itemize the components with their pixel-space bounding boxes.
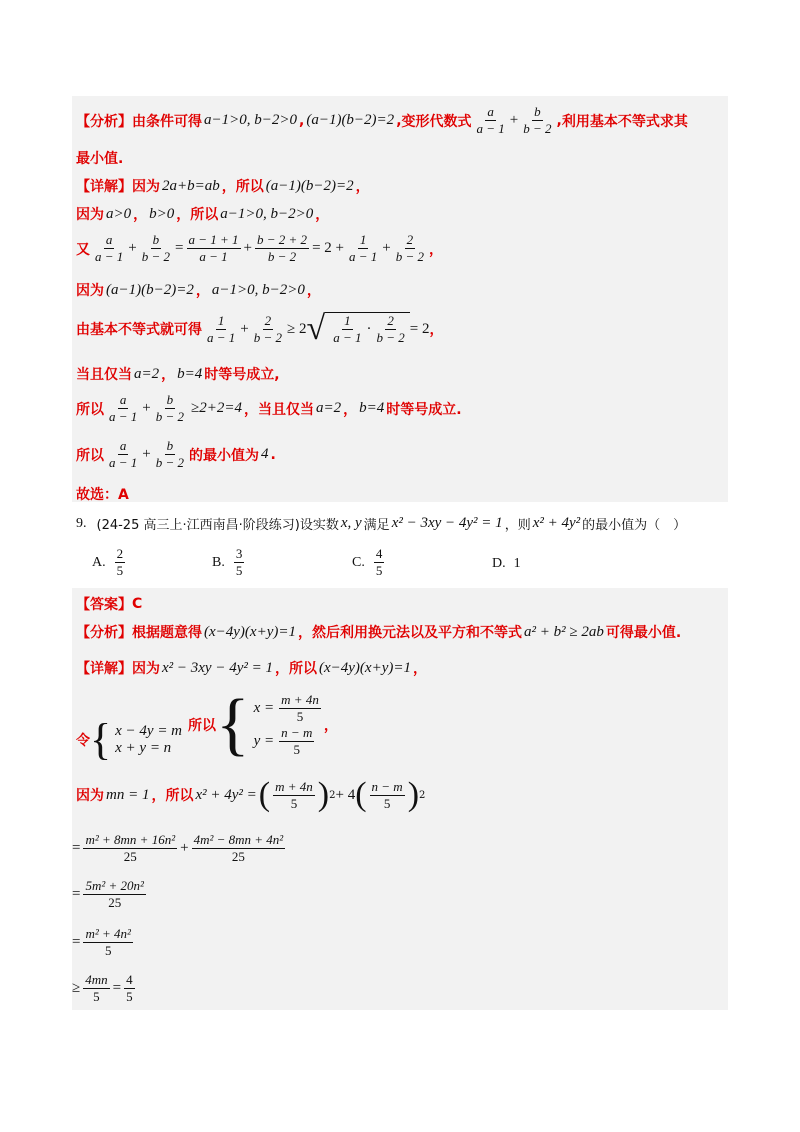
analysis-line: 【分析】 由条件可得 a−1>0, b−2>0 , (a−1)(b−2)=2 , 变形代数式 $\frac{a}{a - 1}$ + $\frac{b}{b - 2}$ , 利用基本不等式求其 — [76, 104, 688, 136]
fraction: $\frac{a}{a - 1}$ — [95, 232, 124, 264]
detail-line-1: 【详解】 因为 2a+b=ab ， 所以 (a−1)(b−2)=2 ， — [76, 177, 370, 195]
fraction: $\frac{\text{4m² − 8mn + 4n²}}{25}$ — [193, 832, 284, 864]
math-inline: b>0 — [149, 205, 175, 222]
math-inline: 4 — [261, 446, 269, 462]
detail-line-5: 由基本不等式就可得 $\frac{1}{a - 1}$ + $\frac{2}{b - 2}$ ≥ 2 √ $\frac{1}{a - 1}$ · $\frac{2}{b - 2}$ = 2 ， — [76, 310, 444, 347]
question-number: 9. — [76, 515, 87, 531]
fraction: $\frac{1}{a - 1}$ — [207, 312, 236, 345]
analysis-text: 然后利用换元法以及平方和不等式 — [311, 625, 522, 641]
question-text: 的最小值为（ ） — [582, 518, 687, 533]
detail-text: 所以 — [188, 718, 217, 734]
math-inline: (a−1)(b−2)=2 — [106, 281, 194, 298]
analysis-label: 【分析】 — [76, 113, 132, 130]
detail-line-3: 又 $\frac{a}{a - 1}$ + $\frac{b}{b - 2}$ = $\frac{a - 1 + 1}{a - 1}$ + $\frac{b - 2 + 2}{b - 2}$ = 2 + $\frac{1}{a - 1}$ + $\frac{2}{b - 2}$ ， — [76, 232, 444, 264]
detail-line-8: 所以 $\frac{a}{a - 1}$ + $\frac{b}{b - 2}$ 的最小值为 4 . — [76, 438, 276, 470]
detail-label: 【详解】 — [76, 179, 132, 195]
math-inline: a=2 — [134, 365, 160, 382]
math-inline: x² − 3xy − 4y² = 1 — [162, 659, 273, 676]
fraction: $\frac{n - m}{5}$ — [371, 778, 403, 811]
analysis-text: 根据题意得 — [132, 625, 202, 641]
fraction: $\frac{b}{b - 2}$ — [155, 392, 185, 424]
analysis-text: 可得最小值. — [605, 625, 682, 641]
detail-text: 又 — [76, 241, 90, 258]
detail-line-1: 【详解】 因为 x² − 3xy − 4y² = 1 ， 所以 (x−4y)(x+y)=1 ， — [76, 659, 427, 677]
detail-text: 所以 — [76, 401, 104, 418]
fraction: $\frac{m + 4n}{5}$ — [275, 778, 313, 811]
fraction: $\frac{4}{5}$ — [375, 546, 383, 578]
fraction: $\frac{\text{5m² + 20n²}}{25}$ — [85, 878, 144, 910]
detail-text: 当且仅当 — [258, 401, 315, 418]
fraction: $\frac{b}{b - 2}$ — [155, 438, 185, 470]
analysis-text: 最小值. — [76, 151, 124, 167]
math-inline: a=2 — [316, 400, 342, 416]
detail-text: 因为 — [76, 788, 104, 804]
option-label: D. — [492, 556, 506, 571]
equation: x + y = n — [115, 740, 172, 756]
math-inline: (a−1)(b−2)=2 — [265, 177, 354, 194]
detail-line-4: 因为 (a−1)(b−2)=2 ， a−1>0, b−2>0 ， — [76, 281, 321, 299]
detail-text: 时等号成立, — [204, 367, 280, 383]
fraction: $\frac{a - 1 + 1}{a - 1}$ — [188, 232, 239, 264]
answer-value: C — [132, 596, 143, 612]
option-label: B. — [212, 554, 225, 570]
fraction: $\frac{4mn}{5}$ — [85, 972, 108, 1004]
choose-answer: 故选：A — [76, 487, 129, 503]
fraction: $\frac{4}{5}$ — [126, 972, 133, 1004]
math-inline: mn = 1 — [106, 786, 150, 803]
math-inline: b=4 — [177, 365, 203, 382]
fraction: $\frac{\text{m² + 4n²}}{5}$ — [85, 926, 131, 958]
solution-system — [252, 692, 324, 758]
fraction: $\frac{2}{b - 2}$ — [376, 313, 405, 345]
detail-text: 因为 — [76, 207, 104, 223]
analysis-text: 利用基本不等式求其 — [561, 113, 688, 130]
detail-text: 所以 — [190, 207, 219, 223]
equation-system — [113, 723, 184, 757]
math-inline: (x−4y)(x+y)=1 — [204, 623, 296, 640]
detail-line-2: 令 { x − 4y = m x + y = n 所以 { x = $\frac{m + 4n}{5}$ y = $\frac{n - m}{5}$ ， — [76, 686, 338, 764]
math-inline: a−1>0, b−2>0 — [211, 281, 305, 298]
option-c[interactable] — [352, 546, 387, 579]
math-inline: (a−1)(b−2)=2 — [306, 112, 395, 128]
option-a[interactable] — [92, 546, 128, 579]
math-inline: (x−4y)(x+y)=1 — [319, 659, 411, 676]
detail-text: 因为 — [132, 661, 160, 677]
choose-line — [76, 484, 129, 504]
detail-text: 令 — [76, 733, 90, 749]
fraction: $\frac{a}{a - 1}$ — [109, 392, 138, 424]
math-inline: ≥2+2=4 — [191, 400, 243, 416]
fraction: $\frac{m + 4n}{5}$ — [281, 692, 319, 724]
detail-label: 【详解】 — [76, 661, 132, 677]
equation: y = — [253, 733, 275, 749]
expand-line-4: ≥ $\frac{4mn}{5}$ = $\frac{4}{5}$ — [72, 972, 133, 1004]
question-text: 满足 — [363, 518, 390, 533]
detail-text: 所以 — [165, 788, 194, 804]
option-d[interactable] — [492, 556, 521, 572]
math-inline: x² + 4y² = — [195, 786, 257, 803]
fraction: $\frac{a}{a - 1}$ — [109, 438, 138, 470]
detail-text: 所以 — [289, 661, 317, 677]
detail-line-2: 因为 a>0 ， b>0 ， 所以 a−1>0, b−2>0 ， — [76, 205, 330, 223]
option-label: C. — [352, 554, 365, 570]
math-inline: b=4 — [359, 400, 385, 416]
math-inline: a>0 — [106, 205, 132, 222]
fraction: $\frac{2}{b - 2}$ — [395, 232, 425, 264]
expand-line-1: = $\frac{\text{m² + 8mn + 16n²}}{25}$ + $\frac{\text{4m² − 8mn + 4n²}}{25}$ — [72, 832, 284, 864]
equation: x = — [253, 700, 275, 716]
detail-text: 因为 — [76, 283, 104, 299]
math-inline: a−1>0, b−2>0 — [220, 205, 314, 222]
question-9: 9. (24-25 高三上·江西南昌·阶段练习) 设实数 x, y 满足 x² − 3xy − 4y² = 1 ， 则 x² + 4y² 的最小值为（ ） — [76, 515, 687, 533]
detail-line-6: 当且仅当 a=2 ， b=4 时等号成立, — [76, 365, 280, 383]
math-inline: x² − 3xy − 4y² = 1 — [391, 515, 503, 531]
detail-text: 当且仅当 — [76, 367, 132, 383]
fraction: $\frac{b}{b - 2}$ — [141, 232, 171, 264]
math-inline: a−1>0, b−2>0 — [204, 112, 297, 128]
question-text: 设实数 — [299, 518, 339, 533]
detail-text: 所以 — [235, 179, 264, 195]
detail-line-3: 因为 mn = 1 ， 所以 x² + 4y² = ( $\frac{m + 4n}{5}$ ) 2 + 4 ( $\frac{n - m}{5}$ ) 2 — [76, 776, 426, 813]
question-text: 则 — [517, 518, 531, 533]
question-source: (24-25 高三上·江西南昌·阶段练习) — [96, 518, 300, 533]
fraction: $\frac{a}{a - 1}$ — [476, 104, 505, 136]
detail-text: 所以 — [76, 447, 104, 464]
equation: x − 4y = m — [115, 723, 183, 739]
fraction: $\frac{2}{b - 2}$ — [253, 312, 283, 345]
fraction: $\frac{n - m}{5}$ — [281, 725, 313, 757]
expand-line-2: = $\frac{\text{5m² + 20n²}}{25}$ — [72, 878, 144, 910]
expand-line-3: = $\frac{\text{m² + 4n²}}{5}$ — [72, 926, 131, 958]
analysis-text: 变形代数式 — [401, 113, 472, 130]
fraction: $\frac{\text{m² + 8mn + 16n²}}{25}$ — [85, 832, 176, 864]
math-inline: 2a+b=ab — [162, 177, 220, 194]
fraction: $\frac{3}{5}$ — [235, 546, 243, 578]
fraction: $\frac{1}{a - 1}$ — [348, 232, 378, 264]
detail-text: 时等号成立. — [386, 401, 462, 418]
analysis-text: 由条件可得 — [132, 113, 202, 130]
answer-label: 【答案】 — [76, 597, 132, 613]
detail-line-7: 所以 $\frac{a}{a - 1}$ + $\frac{b}{b - 2}$ ≥2+2=4 ， 当且仅当 a=2 ， b=4 时等号成立. — [76, 392, 462, 424]
option-label: A. — [92, 554, 106, 570]
analysis-line-2 — [76, 148, 123, 168]
solution-panel-q9 — [72, 588, 728, 1010]
option-b[interactable] — [212, 546, 247, 579]
math-inline: x² + 4y² — [532, 515, 581, 531]
option-value: 1 — [513, 556, 521, 571]
math-inline: x, y — [340, 515, 362, 531]
analysis-label: 【分析】 — [76, 625, 132, 641]
solution-panel-q8 — [72, 96, 728, 502]
analysis-line: 【分析】 根据题意得 (x−4y)(x+y)=1 ， 然后利用换元法以及平方和不等式 a² + b² ≥ 2ab 可得最小值. — [76, 623, 682, 641]
detail-text: 由基本不等式就可得 — [76, 322, 202, 338]
detail-text: 因为 — [132, 179, 160, 195]
answer-line — [76, 594, 142, 614]
fraction: $\frac{b}{b - 2}$ — [523, 104, 552, 136]
fraction: $\frac{2}{5}$ — [116, 546, 124, 578]
fraction: $\frac{b - 2 + 2}{b - 2}$ — [257, 232, 308, 264]
detail-text: 的最小值为 — [189, 447, 260, 464]
math-inline: a² + b² ≥ 2ab — [523, 623, 604, 640]
fraction: $\frac{1}{a - 1}$ — [333, 313, 362, 345]
